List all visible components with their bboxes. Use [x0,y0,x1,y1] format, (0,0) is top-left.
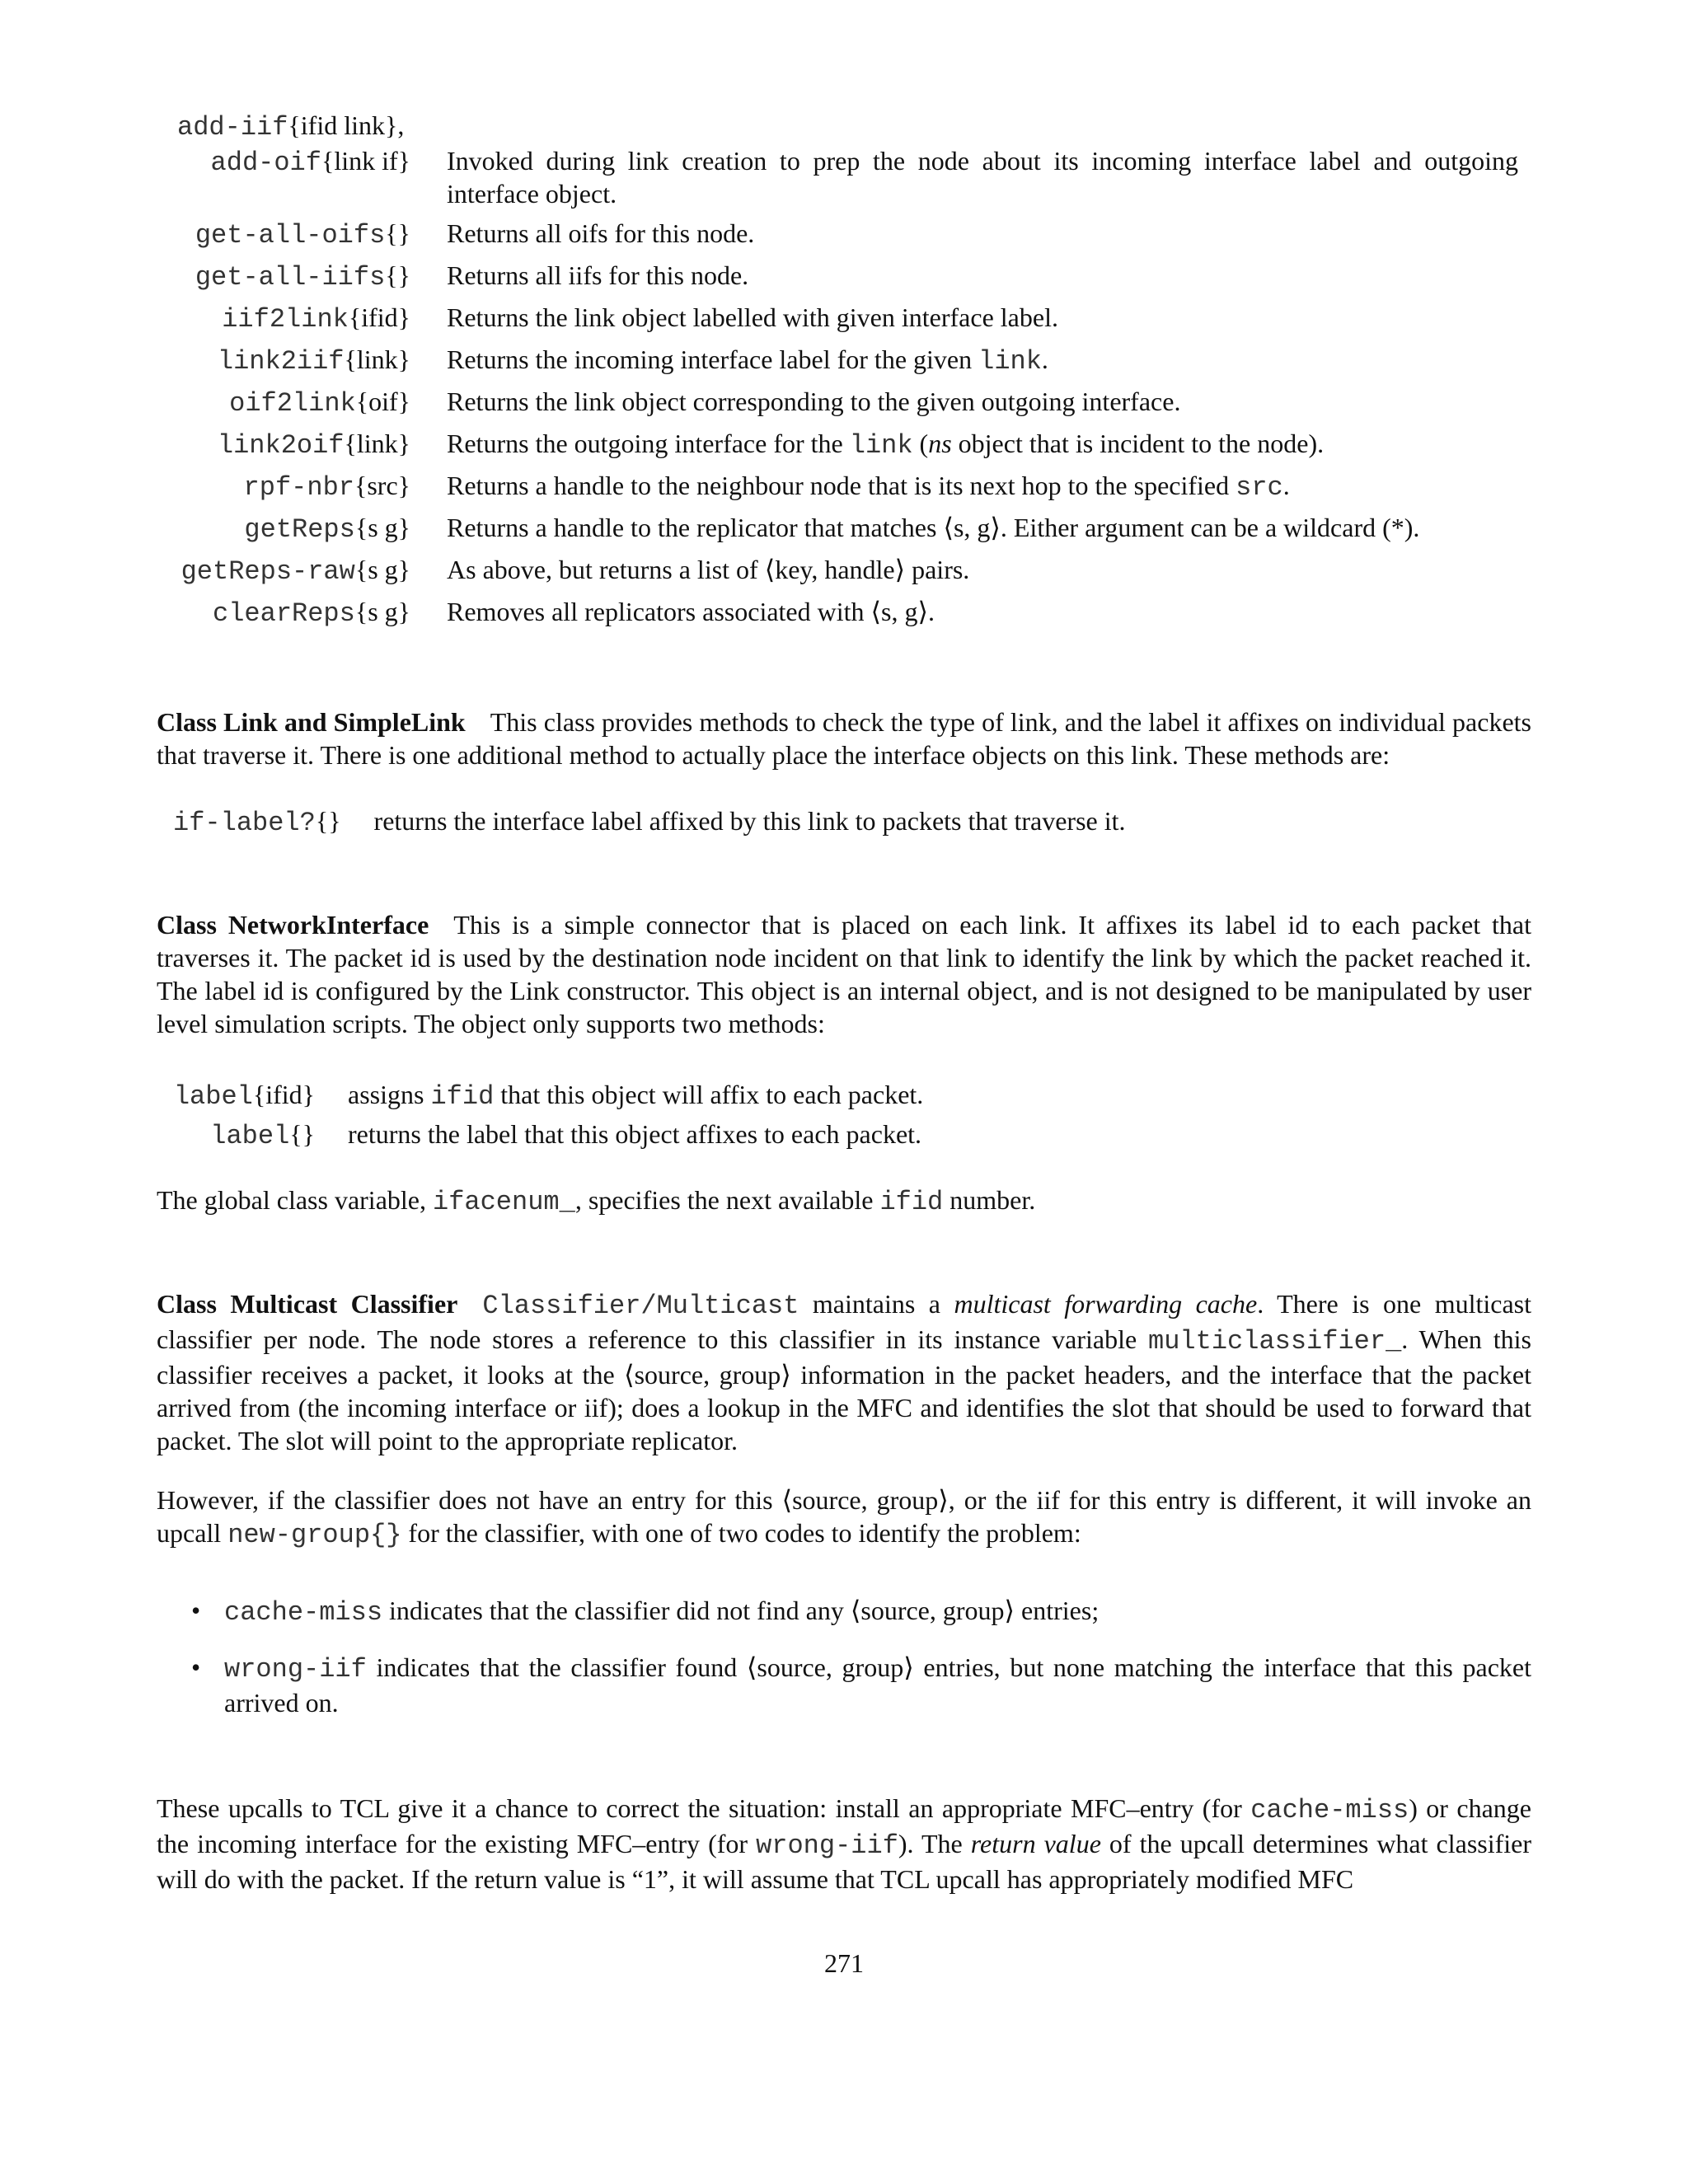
desc-text: object that is incident to the node). [951,429,1325,458]
method-description: Returns a handle to the replicator that matches ⟨s, g⟩. Either argument can be a wildcard (*). [447,513,1420,542]
method-row [157,144,1558,210]
method-description [447,469,1518,504]
upcall-code-list [191,1594,1531,1741]
method-description: Removes all replicators associated with ⟨s, g⟩. [447,597,935,626]
para-code: ifid [879,1187,944,1217]
desc-text: Returns the outgoing interface for the [447,429,850,458]
desc-code: link [978,346,1042,377]
method-description [348,1078,923,1113]
method-description: returns the label that this object affixes to each packet. [348,1119,922,1149]
link-section-paragraph [157,705,1531,771]
node-method-table [157,109,1558,637]
method-name: clearReps [213,598,355,629]
link-method-row [173,804,1126,840]
bullet-icon: • [191,1596,201,1625]
section-heading: Class Link and SimpleLink [157,707,466,737]
method-signature [157,553,410,588]
method-row [157,427,1558,462]
method-args: {link} [344,429,410,458]
list-text: indicates that the classifier did not find any ⟨source, group⟩ entries; [382,1596,1100,1625]
method-description: Returns the link object corresponding to the given outgoing interface. [447,387,1181,416]
bullet-icon: • [191,1652,201,1682]
page-number: 271 [824,1948,864,1978]
method-name: get-all-oifs [195,220,386,251]
para-code: wrong-iif [756,1830,898,1861]
method-args: {s g} [354,555,410,584]
section-heading: Class NetworkInterface [157,910,429,940]
method-description: As above, but returns a list of ⟨key, handle⟩ pairs. [447,555,970,584]
para-text: for the classifier, with one of two codes to identify the problem: [401,1518,1081,1548]
para-text: number. [943,1185,1036,1215]
list-item-text [224,1594,1099,1629]
desc-text: . [1041,344,1048,374]
method-signature [157,469,410,504]
netif-method-row [173,1118,921,1153]
method-name: rpf-nbr [243,472,354,503]
list-code: cache-miss [224,1597,383,1628]
method-args: {ifid link}, [288,110,405,140]
method-signature [157,595,410,630]
method-row [157,343,1558,378]
desc-text: . [1282,471,1290,500]
method-args: {ifid} [252,1080,315,1109]
list-item [191,1651,1531,1719]
para-text: These upcalls to TCL give it a chance to correct the situation: install an appropriate MFC–entry (for [157,1793,1251,1823]
desc-code: ifid [430,1081,495,1112]
mcast-section-paragraph [157,1287,1531,1457]
para-emphasis: multicast forwarding cache [954,1289,1258,1319]
desc-text: that this object will affix to each packet. [494,1080,924,1109]
section-text: This is a simple connector that is placed on each link. It affixes its label id to each packet that traverses it. The packet id is used by the destination node incident on that link to identify the link by which the packet reached it. The label id is configured by the Link constructor. This object is an internal object, and is not designed to be manipulated by user level simulation scripts. The object only supports two methods: [157,910,1532,1038]
global-variable-paragraph [157,1183,1531,1219]
method-args: {ifid} [348,302,410,332]
para-text: However, if the classifier does not have an entry for this ⟨source, group⟩, or the iif for this entry is different, it will invoke an upcall [157,1485,1531,1548]
method-description [447,427,1518,462]
method-args: {} [385,260,410,290]
method-signature [157,144,410,180]
method-name: label [210,1121,290,1151]
method-description: Returns all oifs for this node. [447,218,755,248]
para-text: , specifies the next available [574,1185,880,1215]
method-signature [177,109,410,144]
desc-code: src [1236,472,1283,503]
para-text: maintains a [799,1289,954,1319]
method-signature [157,385,410,420]
method-signature [173,804,341,840]
method-args: {} [315,806,341,836]
mcast-paragraph-2 [157,1483,1531,1552]
section-heading: Class Multicast Classifier [157,1289,458,1319]
para-code: ifacenum_ [432,1187,575,1217]
para-code: multiclassifier_ [1148,1326,1402,1357]
method-row [157,217,1558,252]
method-signature [157,259,410,294]
method-args: {} [289,1119,315,1149]
method-args: {} [385,218,410,248]
list-item [191,1594,1531,1629]
method-signature [157,427,410,462]
mcast-paragraph-3 [157,1792,1531,1896]
para-code: Classifier/Multicast [482,1291,799,1321]
method-name: iif2link [222,304,349,335]
method-row [157,511,1558,546]
desc-text: Returns the incoming interface label for the given [447,344,979,374]
method-description: Invoked during link creation to prep the node about its incoming interface label and outgoing interface object. [447,146,1518,209]
para-text: . When this classifier receives a packet, it looks at the ⟨source, group⟩ information in the packet headers, and the interface that the packet arrived from (the incoming interface or iif); does a lookup in the MFC and identifies the slot that should be used to forward that packet. The slot will point to the appropriate replicator. [157,1324,1532,1455]
method-name: if-label? [173,808,316,838]
method-description [447,343,1518,378]
method-name: link2oif [217,430,345,461]
method-signature [173,1118,315,1153]
method-args: {link if} [321,146,410,176]
method-args: {src} [354,471,410,500]
para-emphasis: return value [970,1829,1101,1858]
para-text: ) or change the incoming interface for the existing MFC–entry (for [157,1793,1532,1858]
method-name: oif2link [229,388,356,419]
method-row [157,469,1558,504]
desc-text: ( [912,429,929,458]
method-signature [173,1078,315,1113]
list-item-text [224,1651,1531,1719]
desc-text: Returns a handle to the neighbour node that is its next hop to the specified [447,471,1236,500]
method-row [157,109,1558,144]
method-description: Returns all iifs for this node. [447,260,749,290]
section-text: This class provides methods to check the type of link, and the label it affixes on individual packets that traverse it. There is one additional method to actually place the interface objects on this link. These methods are: [157,707,1532,770]
method-name: get-all-iifs [195,262,386,293]
method-row [157,385,1558,420]
para-code: new-group{} [227,1520,402,1550]
netif-section-paragraph [157,908,1531,1040]
method-row [157,301,1558,336]
method-signature [157,511,410,546]
method-signature [157,217,410,252]
method-signature [157,343,410,378]
list-text: indicates that the classifier found ⟨source, group⟩ entries, but none matching the interface that this packet arrived on. [224,1652,1531,1718]
method-row [157,595,1558,630]
method-name: label [173,1081,253,1112]
list-code: wrong-iif [224,1654,367,1685]
method-args: {s g} [354,597,410,626]
para-text: The global class variable, [157,1185,433,1215]
method-description: Returns the link object labelled with given interface label. [447,302,1058,332]
method-row [157,553,1558,588]
method-args: {oif} [355,387,410,416]
netif-method-row [173,1078,923,1113]
method-signature [157,301,410,336]
para-text: ). The [898,1829,971,1858]
desc-text: assigns [348,1080,431,1109]
method-description: returns the interface label affixed by this link to packets that traverse it. [373,806,1126,836]
para-text: . There is one multicast classifier per node. The node stores a reference to this classifier in its instance variable [157,1289,1532,1354]
para-code: cache-miss [1250,1795,1409,1825]
method-name: link2iif [217,346,345,377]
method-name: add-oif [210,148,321,178]
para-text: of the upcall determines what classifier will do with the packet. If the return value is “1”, it will assume that TCL upcall has appropriately modified MFC [157,1829,1532,1894]
method-row [157,259,1558,294]
desc-code: link [849,430,913,461]
method-args: {link} [344,344,410,374]
method-name: getReps [244,514,355,545]
method-name: add-iif [177,112,288,143]
method-args: {s g} [354,513,410,542]
method-name: getReps-raw [181,556,355,587]
desc-emphasis: ns [928,429,952,458]
